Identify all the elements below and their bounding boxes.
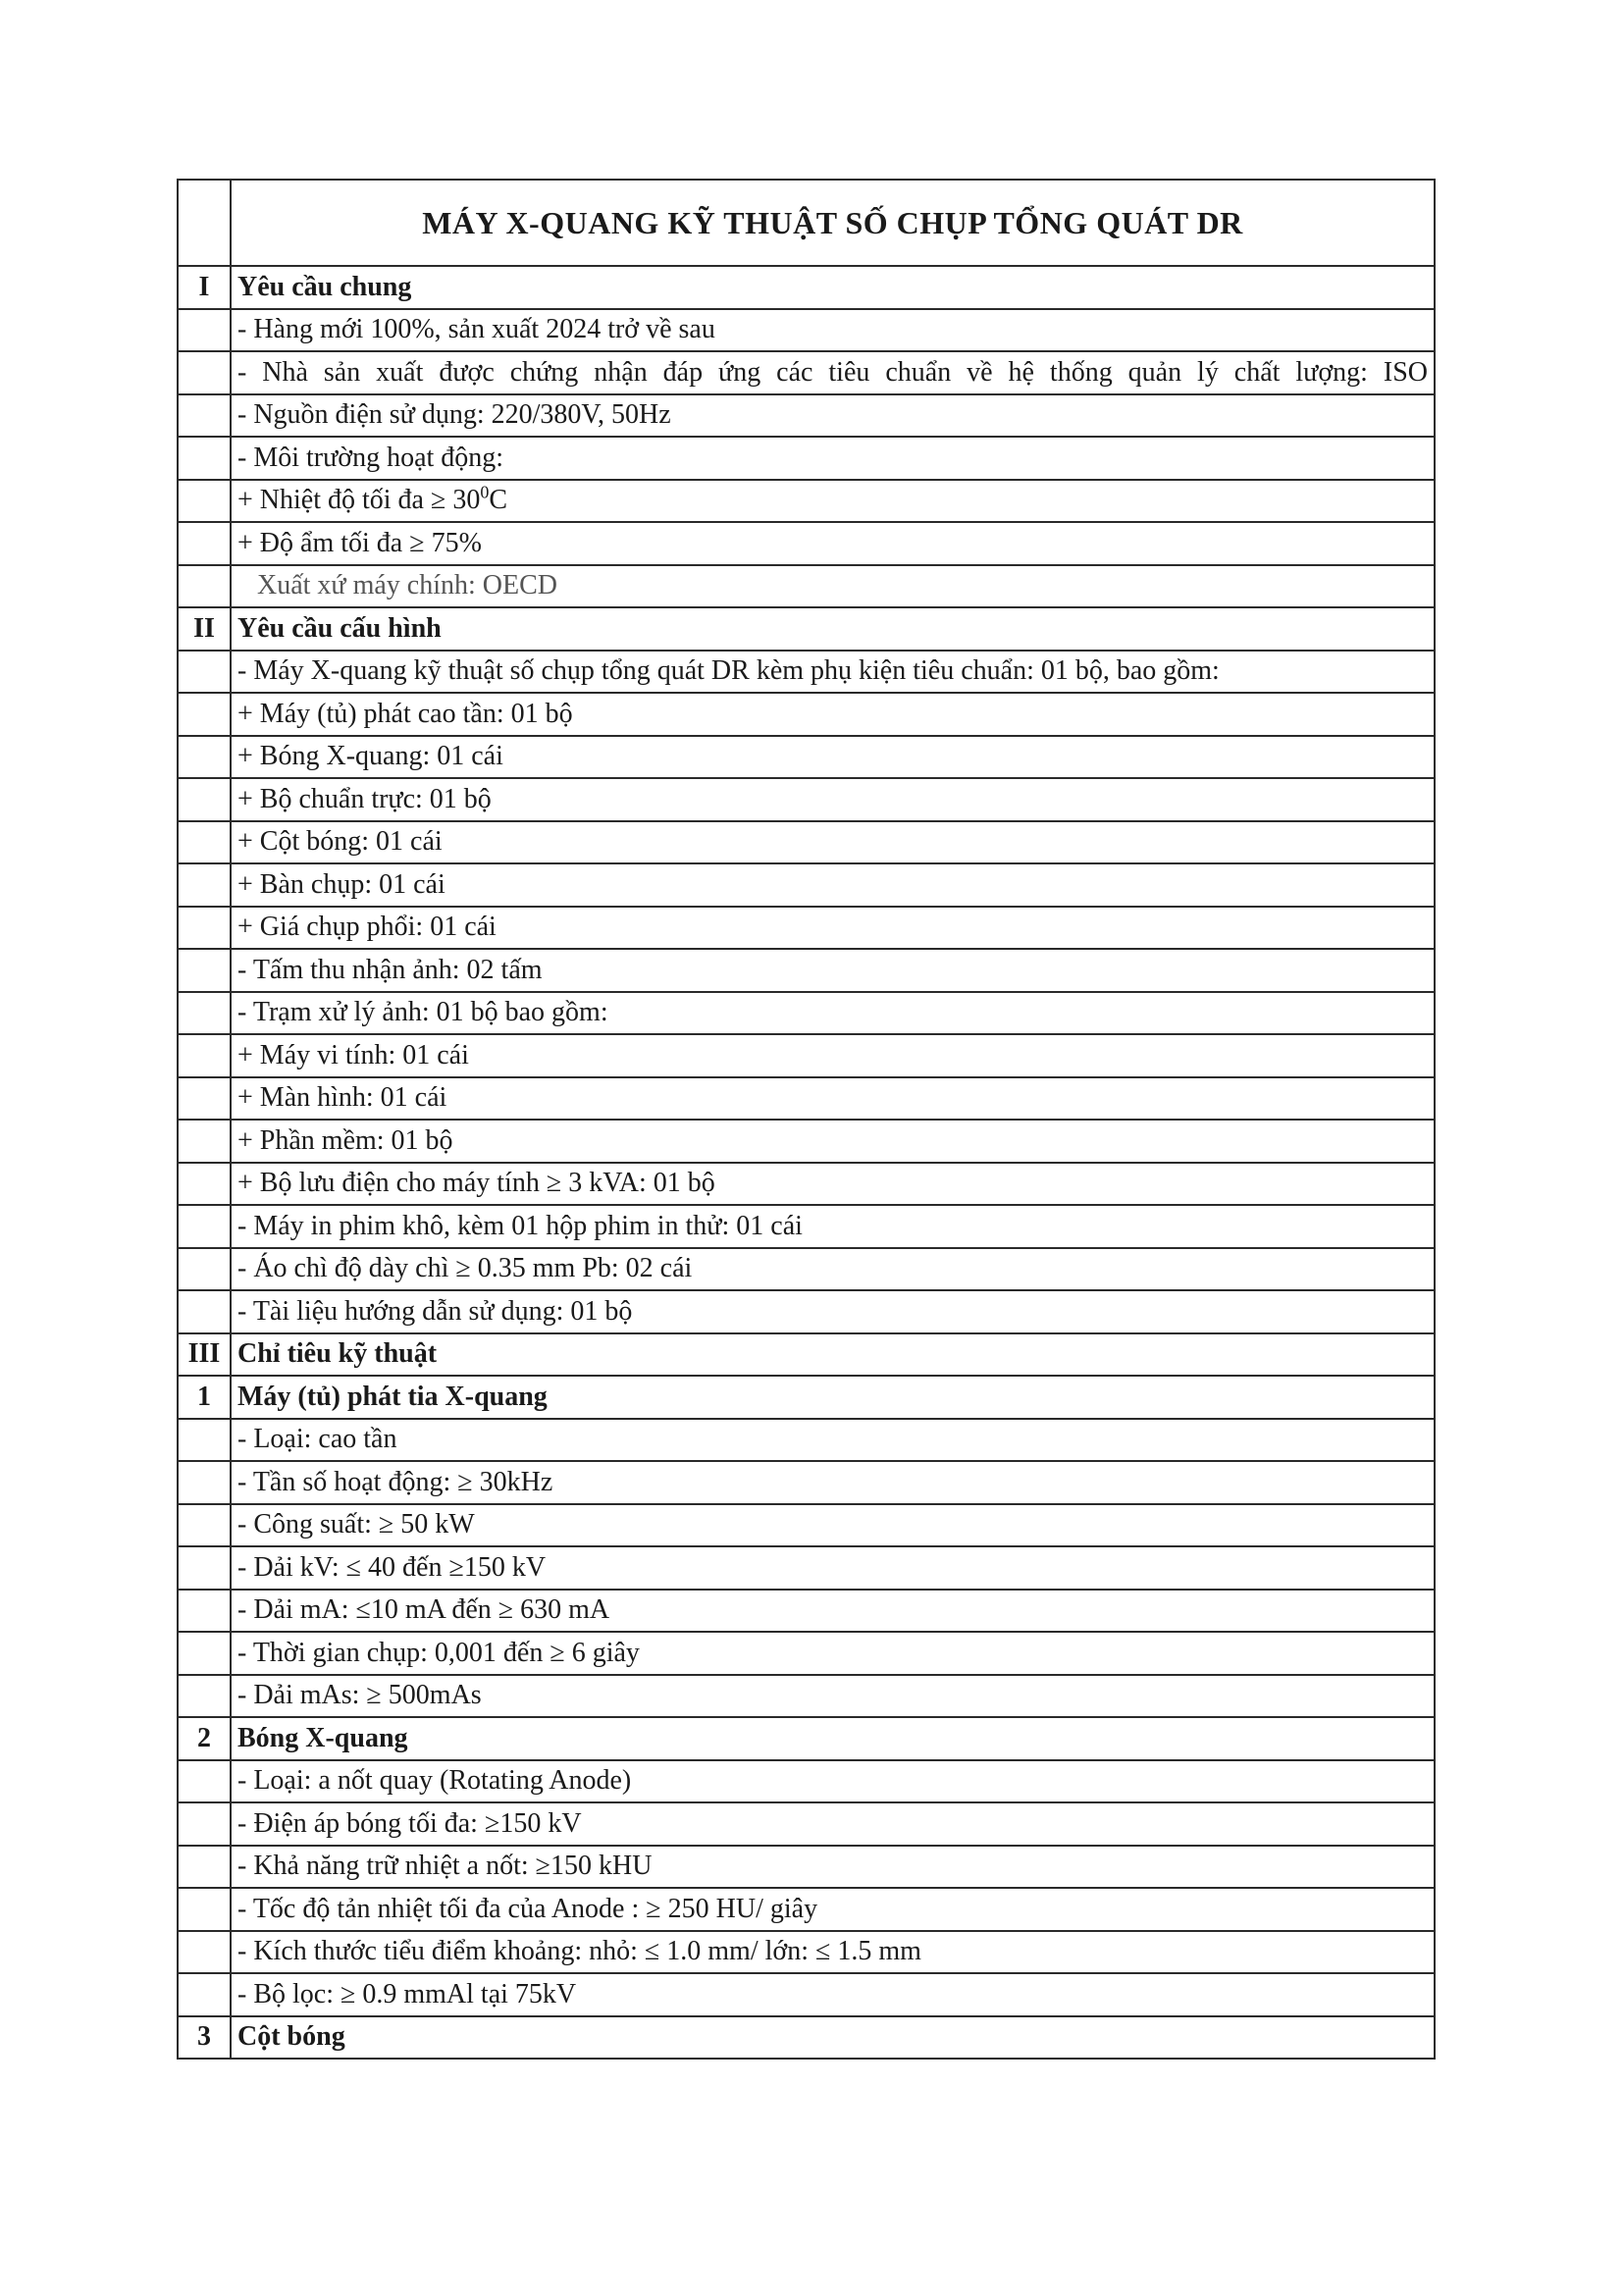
title-number-cell <box>178 180 231 266</box>
row-text: + Màn hình: 01 cái <box>231 1077 1435 1121</box>
row-number <box>178 1632 231 1675</box>
spec-row <box>178 1632 1435 1675</box>
row-number <box>178 309 231 352</box>
row-text: - Loại: cao tần <box>231 1419 1435 1462</box>
row-text: + Giá chụp phổi: 01 cái <box>231 907 1435 950</box>
row-text: + Máy vi tính: 01 cái <box>231 1034 1435 1077</box>
spec-row <box>178 394 1435 438</box>
row-number <box>178 992 231 1035</box>
row-text-unit: C <box>489 485 508 516</box>
row-text: - Môi trường hoạt động: <box>231 437 1435 480</box>
section-row <box>178 1717 1435 1760</box>
row-text: + Bộ chuẩn trực: 01 bộ <box>231 778 1435 821</box>
row-text: - Áo chì độ dày chì ≥ 0.35 mm Pb: 02 cái <box>231 1248 1435 1291</box>
spec-row <box>178 565 1435 608</box>
row-number <box>178 351 231 394</box>
row-number: 3 <box>178 2016 231 2060</box>
row-number <box>178 863 231 907</box>
row-text: - Tần số hoạt động: ≥ 30kHz <box>231 1461 1435 1504</box>
row-text: - Máy X-quang kỹ thuật số chụp tổng quát DR kèm phụ kiện tiêu chuẩn: 01 bộ, bao gồm: <box>231 651 1435 694</box>
spec-table-body <box>178 180 1435 2059</box>
row-number: III <box>178 1333 231 1377</box>
spec-row <box>178 1846 1435 1889</box>
row-text-main: + Nhiệt độ tối đa ≥ 30 <box>237 485 481 516</box>
section-heading: Cột bóng <box>231 2016 1435 2060</box>
row-number <box>178 1846 231 1889</box>
section-heading: Máy (tủ) phát tia X-quang <box>231 1376 1435 1419</box>
spec-row <box>178 736 1435 779</box>
spec-row <box>178 949 1435 992</box>
row-text: + Bàn chụp: 01 cái <box>231 863 1435 907</box>
spec-row <box>178 1802 1435 1846</box>
row-number <box>178 1888 231 1931</box>
row-number <box>178 480 231 523</box>
row-number <box>178 1546 231 1590</box>
spec-row <box>178 1034 1435 1077</box>
spec-row <box>178 863 1435 907</box>
row-text: - Khả năng trữ nhiệt a nốt: ≥150 kHU <box>231 1846 1435 1889</box>
spec-row <box>178 1461 1435 1504</box>
section-row <box>178 1376 1435 1419</box>
spec-row <box>178 1248 1435 1291</box>
row-number <box>178 1675 231 1718</box>
spec-row <box>178 907 1435 950</box>
row-number <box>178 1760 231 1803</box>
row-text: + Bộ lưu điện cho máy tính ≥ 3 kVA: 01 bộ <box>231 1163 1435 1206</box>
row-text: - Kích thước tiểu điểm khoảng: nhỏ: ≤ 1.0 mm/ lớn: ≤ 1.5 mm <box>231 1931 1435 1974</box>
spec-row <box>178 1290 1435 1333</box>
spec-row <box>178 693 1435 736</box>
section-row <box>178 607 1435 651</box>
row-text: - Máy in phim khô, kèm 01 hộp phim in thử: 01 cái <box>231 1205 1435 1248</box>
row-text: - Thời gian chụp: 0,001 đến ≥ 6 giây <box>231 1632 1435 1675</box>
section-heading: Yêu cầu chung <box>231 266 1435 309</box>
row-text: - Công suất: ≥ 50 kW <box>231 1504 1435 1547</box>
row-number <box>178 1077 231 1121</box>
spec-row <box>178 437 1435 480</box>
spec-row <box>178 1931 1435 1974</box>
row-number <box>178 1931 231 1974</box>
row-number <box>178 651 231 694</box>
row-number <box>178 1973 231 2016</box>
row-number: I <box>178 266 231 309</box>
row-number <box>178 1120 231 1163</box>
spec-row <box>178 1504 1435 1547</box>
spec-row <box>178 1163 1435 1206</box>
spec-row <box>178 1888 1435 1931</box>
row-text: - Tấm thu nhận ảnh: 02 tấm <box>231 949 1435 992</box>
spec-row <box>178 1760 1435 1803</box>
spec-row <box>178 651 1435 694</box>
spec-row <box>178 1590 1435 1633</box>
degree-superscript: 0 <box>480 482 490 502</box>
row-text: - Dải mA: ≤10 mA đến ≥ 630 mA <box>231 1590 1435 1633</box>
spec-row <box>178 351 1435 394</box>
row-number <box>178 778 231 821</box>
row-text: - Tốc độ tản nhiệt tối đa của Anode : ≥ 250 HU/ giây <box>231 1888 1435 1931</box>
row-text <box>231 480 1435 523</box>
row-text: - Dải kV: ≤ 40 đến ≥150 kV <box>231 1546 1435 1590</box>
row-number: II <box>178 607 231 651</box>
row-text: - Dải mAs: ≥ 500mAs <box>231 1675 1435 1718</box>
row-number <box>178 1461 231 1504</box>
row-number <box>178 693 231 736</box>
row-number <box>178 907 231 950</box>
section-row <box>178 1333 1435 1377</box>
spec-row <box>178 1419 1435 1462</box>
spec-row <box>178 992 1435 1035</box>
row-text: Xuất xứ máy chính: OECD <box>231 565 1435 608</box>
spec-table <box>177 179 1436 2060</box>
row-text: - Nhà sản xuất được chứng nhận đáp ứng các tiêu chuẩn về hệ thống quản lý chất lượng: ISO <box>231 351 1435 394</box>
spec-row <box>178 1546 1435 1590</box>
row-text: - Bộ lọc: ≥ 0.9 mmAl tại 75kV <box>231 1973 1435 2016</box>
spec-row <box>178 1675 1435 1718</box>
row-text: - Điện áp bóng tối đa: ≥150 kV <box>231 1802 1435 1846</box>
section-row <box>178 2016 1435 2060</box>
row-number <box>178 1504 231 1547</box>
title-row <box>178 180 1435 266</box>
row-text: - Trạm xử lý ảnh: 01 bộ bao gồm: <box>231 992 1435 1035</box>
row-number <box>178 1802 231 1846</box>
spec-row <box>178 522 1435 565</box>
section-row <box>178 266 1435 309</box>
row-number <box>178 522 231 565</box>
spec-row <box>178 480 1435 523</box>
row-text: + Độ ẩm tối đa ≥ 75% <box>231 522 1435 565</box>
spec-row <box>178 309 1435 352</box>
row-text: - Hàng mới 100%, sản xuất 2024 trở về sau <box>231 309 1435 352</box>
row-number <box>178 1163 231 1206</box>
row-number <box>178 1290 231 1333</box>
section-heading: Chỉ tiêu kỹ thuật <box>231 1333 1435 1377</box>
row-number <box>178 736 231 779</box>
row-number <box>178 1248 231 1291</box>
row-number <box>178 394 231 438</box>
row-number: 2 <box>178 1717 231 1760</box>
spec-row <box>178 1120 1435 1163</box>
row-number <box>178 1419 231 1462</box>
row-number <box>178 437 231 480</box>
spec-row <box>178 821 1435 864</box>
section-heading: Yêu cầu cấu hình <box>231 607 1435 651</box>
spec-row <box>178 778 1435 821</box>
row-text: - Tài liệu hướng dẫn sử dụng: 01 bộ <box>231 1290 1435 1333</box>
spec-row <box>178 1205 1435 1248</box>
spec-row <box>178 1077 1435 1121</box>
row-number: 1 <box>178 1376 231 1419</box>
row-number <box>178 565 231 608</box>
row-number <box>178 1034 231 1077</box>
spec-row <box>178 1973 1435 2016</box>
row-number <box>178 821 231 864</box>
row-text: - Loại: a nốt quay (Rotating Anode) <box>231 1760 1435 1803</box>
row-text: + Máy (tủ) phát cao tần: 01 bộ <box>231 693 1435 736</box>
row-text: - Nguồn điện sử dụng: 220/380V, 50Hz <box>231 394 1435 438</box>
section-heading: Bóng X-quang <box>231 1717 1435 1760</box>
row-text: + Cột bóng: 01 cái <box>231 821 1435 864</box>
row-number <box>178 1590 231 1633</box>
row-text: + Bóng X-quang: 01 cái <box>231 736 1435 779</box>
row-number <box>178 1205 231 1248</box>
row-text: + Phần mềm: 01 bộ <box>231 1120 1435 1163</box>
row-number <box>178 949 231 992</box>
document-title: MÁY X-QUANG KỸ THUẬT SỐ CHỤP TỔNG QUÁT DR <box>231 180 1435 266</box>
